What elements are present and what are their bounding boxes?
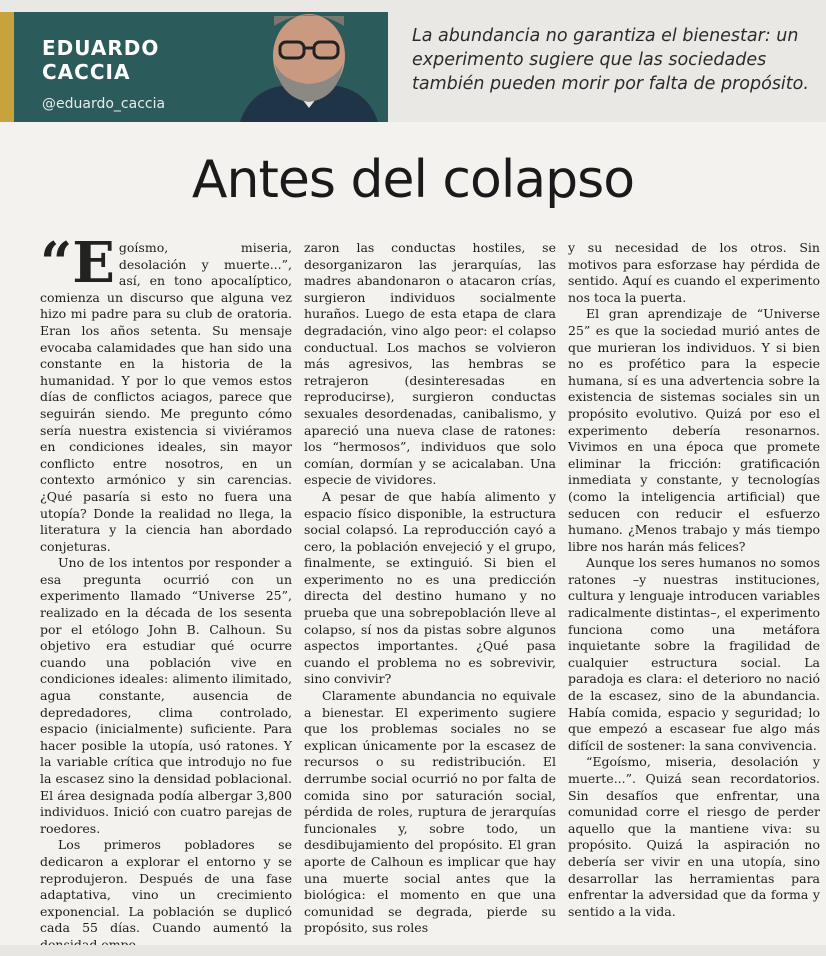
paragraph: El gran aprendizaje de “Universe 25” es que la sociedad murió antes de que murieran los individuos. Y si bien no es profético para la especie humana, sí es una advertencia sobre la existencia de sistemas sociales sin un propósito evolutivo. Quizá por eso el experimento debería resonarnos. Vivimos en una época que promete eliminar la fricción: gratificación inmediata y constante, y tecnologías (como la inteligencia artificial) que seducen con reducir el esfuerzo humano. ¿Menos trabajo y más tiempo libre nos harán más felices?: [568, 306, 820, 554]
drop-cap: “E: [40, 230, 115, 296]
paragraph: Aunque los seres humanos no somos ratones –y nuestras instituciones, cultura y lenguaje introducen variables radicalmente distintas–, el experimento funciona como una metáfora inquietante sobre la fragilidad de cualquier estructura social. La paradoja es clara: el deterioro no nació de la escasez, sino de la abundancia. Había comida, espacio y seguridad; lo que empezó a escasear fue algo más difícil de sostener: la sana convivencia.: [568, 555, 820, 753]
text-column-2: [304, 240, 556, 940]
author-panel: [0, 12, 388, 122]
page-bottom-edge: [0, 945, 826, 956]
paragraph: Los primeros pobladores se dedicaron a explorar el entorno y se reprodujeron. Después de una fase adaptativa, vino un crecimiento exponencial. La población se duplicó cada 55 días. Cuando aumentó la: [40, 837, 292, 936]
paragraph: zaron las conductas hostiles, se desorganizaron las jerarquías, las madres abandonaron o atacaron crías, surgieron individuos socialmente huraños. Luego de esta etapa de clara degradación, vino algo peor: el colapso conductual. Los machos se volvieron más agresivos, las hembras se retrajeron (desinteresadas en reproducirse), surgieron conductas sexuales desordenadas, canibalismo, y apareció una nueva clase de ratones: los “hermosos”, individuos que solo comían, dormían y se acicalaban. Una especie de vividores.: [304, 240, 556, 488]
author-name: EDUARDO CACCIA: [42, 36, 160, 84]
author-portrait: [230, 12, 388, 122]
author-handle: @eduardo_caccia: [42, 96, 166, 112]
paragraph: “Egoísmo, miseria, desolación y muerte...”. Quizá sean recordatorios. Sin desafíos que enfrentar, una comunidad corre el riesgo de perder aquello que la mantiene viva: su propósito. Quizá la aspiración no debería ser vivir en una utopía, sino desarrollar las herramientas para enfrentar la adversidad que da forma y sentido a la vida.: [568, 754, 820, 919]
article-tagline: La abundancia no garantiza el bienestar: un experimento sugiere que las sociedades también pueden morir por falta de propósito.: [412, 26, 809, 94]
accent-strip: [0, 12, 14, 122]
paragraph: A pesar de que había alimento y espacio físico disponible, la estructura social colapsó. La reproducción cayó a cero, la población envejeció y el grupo, finalmente, se extinguió. Si bien el experimento no es una predicción directa del destino humano y no prueba que una sobrepoblación lleve al colapso, sí nos da pistas sobre algunos aspectos importantes. ¿Qué pasa cuando el problema no es sobrevivir, sino convivir?: [304, 488, 556, 687]
article-title: Antes del colapso: [191, 150, 635, 210]
paragraph: y su necesidad de los otros. Sin motivos para esforzase hay pérdida de sentido. Aquí es cuando el experimento nos toca la puerta.: [568, 240, 820, 305]
text-column-1: [40, 230, 292, 940]
paragraph: “Egoísmo, miseria, desolación y muerte...”, así, en tono apocalíptico, comienza un discurso que alguna vez hizo mi padre para su club de oratoria. Eran los años setenta. Su mensaje evocaba calamidades que han sido una constante en la historia de la humanidad. Y por lo que vemos estos días de conflictos aciagos, parece que seguirán siendo. Me pregunto cómo sería nuestra existencia si viviéramos en condiciones ideales, sin mayor conflicto entre nosotros, en un contexto armónico y sin carencias. ¿Qué pasaría si esto no fuera una utopía? Donde la realidad no llega, la literatura y la ciencia han abordado conjeturas.: [40, 230, 292, 554]
paragraph: Uno de los intentos por responder a esa pregunta ocurrió con un experimento llamado “Universe 25”, realizado en la década de los sesenta por el etólogo John B. Calhoun. Su objetivo era estudiar qué ocurre cuando una población vive en condiciones ideales: alimento ilimitado, agua constante, ausencia de depredadores, clima controlado, espacio (inicialmente) suficiente. Para hacer posible la utopía, usó ratones. Y la variable crítica que introdujo no fue la escasez sino la densidad poblacional. El área designada podía albergar 3,800 individuos. Inició con cuatro parejas de roedores.: [40, 555, 292, 836]
paragraph: Claramente abundancia no equivale a bienestar. El experimento sugiere que los problemas sociales no se explican únicamente por la escasez de recursos o su redistribución. El derrumbe social ocurrió no por falta de comida sino por saturación social, pérdida de roles, ruptura de jerarquías funcionales y, sobre todo, un desdibujamiento del propósito. El gran aporte de Calhoun es implicar que hay una muerte social antes que la biológica: el momento en que una comunidad se degrada, pierde su propósito, sus roles: [304, 688, 556, 936]
column-header: [0, 0, 826, 122]
text-column-3: [568, 240, 820, 940]
